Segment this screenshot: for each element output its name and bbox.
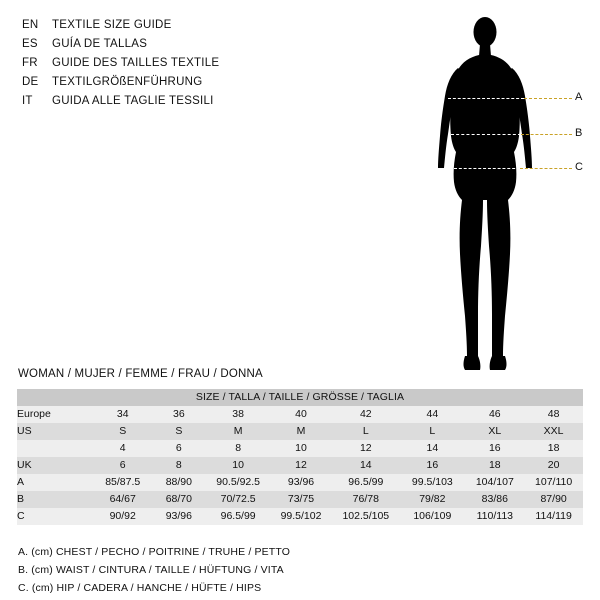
cell: 96.5/99 [332,474,399,491]
cell: XL [465,423,524,440]
cell: 79/82 [399,491,465,508]
cell: 36 [151,406,207,423]
row-label-c: C [17,508,94,525]
cell: 76/78 [332,491,399,508]
cell: 87/90 [524,491,583,508]
table-row [17,491,583,508]
cell: 42 [332,406,399,423]
table-row [17,423,583,440]
language-code-es: ES [22,38,38,50]
cell: 99.5/102 [270,508,333,525]
language-row-es [22,35,322,54]
cell: 44 [399,406,465,423]
body-silhouette-icon [420,10,590,380]
note-waist: B. (cm) WAIST / CINTURA / TAILLE / HÜFTUNG / VITA [18,564,284,576]
cell: 34 [94,406,151,423]
cell: 88/90 [151,474,207,491]
language-text-it: GUIDA ALLE TAGLIE TESSILI [52,95,214,107]
cell: 107/110 [524,474,583,491]
cell: 10 [207,457,270,474]
cell: 64/67 [94,491,151,508]
cell: L [332,423,399,440]
chest-measure-line-body [448,98,524,99]
language-row-en [22,16,322,35]
waist-measure-label: B [575,127,583,139]
cell: 18 [465,457,524,474]
table-row [17,508,583,525]
cell: 16 [399,457,465,474]
hip-measure-line-body [454,168,520,169]
cell: 6 [94,457,151,474]
cell: 110/113 [465,508,524,525]
language-code-de: DE [22,76,39,88]
cell: 68/70 [151,491,207,508]
language-text-de: TEXTILGRÖßENFÜHRUNG [52,76,203,88]
cell: M [207,423,270,440]
cell: 14 [332,457,399,474]
cell: 83/86 [465,491,524,508]
table-header-label: SIZE / TALLA / TAILLE / GRÖSSE / TAGLIA [17,389,583,406]
cell: 12 [332,440,399,457]
cell: 46 [465,406,524,423]
cell: 106/109 [399,508,465,525]
cell: 4 [94,440,151,457]
cell: 93/96 [270,474,333,491]
chest-measure-line-lead [524,98,572,99]
row-label-a: A [17,474,94,491]
cell: 90.5/92.5 [207,474,270,491]
waist-measure-line-body [451,134,521,135]
cell: 96.5/99 [207,508,270,525]
language-code-fr: FR [22,57,38,69]
language-row-it [22,92,322,111]
cell: 70/72.5 [207,491,270,508]
table-row [17,440,583,457]
cell: 73/75 [270,491,333,508]
chest-measure-label: A [575,91,583,103]
cell: 90/92 [94,508,151,525]
table-row [17,457,583,474]
language-text-fr: GUIDE DES TAILLES TEXTILE [52,57,220,69]
cell: 102.5/105 [332,508,399,525]
language-row-fr [22,54,322,73]
language-code-en: EN [22,19,39,31]
language-row-de [22,73,322,92]
cell: 99.5/103 [399,474,465,491]
row-label-europe: Europe [17,406,94,423]
cell: 48 [524,406,583,423]
cell: 114/119 [524,508,583,525]
cell: M [270,423,333,440]
language-code-it: IT [22,95,33,107]
cell: S [151,423,207,440]
table-header-row [17,389,583,406]
hip-measure-label: C [575,161,583,173]
row-label-uk: UK [17,457,94,474]
cell: 93/96 [151,508,207,525]
row-label-us: US [17,423,94,440]
table-row [17,474,583,491]
cell: XXL [524,423,583,440]
cell: 10 [270,440,333,457]
cell: 20 [524,457,583,474]
row-label-b: B [17,491,94,508]
note-chest: A. (cm) CHEST / PECHO / POITRINE / TRUHE / PETTO [18,546,291,558]
row-label-us-numeric [17,440,94,457]
waist-measure-line-lead [521,134,572,135]
group-title: WOMAN / MUJER / FEMME / FRAU / DONNA [18,368,263,380]
hip-measure-line-lead [520,168,572,169]
cell: 8 [151,457,207,474]
language-text-es: GUÍA DE TALLAS [52,38,148,50]
cell: 12 [270,457,333,474]
note-hip: C. (cm) HIP / CADERA / HANCHE / HÜFTE / HIPS [18,582,262,594]
female-body-figure [420,10,590,380]
cell: S [94,423,151,440]
language-title-block [22,16,322,111]
cell: L [399,423,465,440]
cell: 18 [524,440,583,457]
cell: 16 [465,440,524,457]
cell: 38 [207,406,270,423]
cell: 85/87.5 [94,474,151,491]
cell: 40 [270,406,333,423]
cell: 8 [207,440,270,457]
table-row [17,406,583,423]
language-text-en: TEXTILE SIZE GUIDE [52,19,172,31]
size-table [17,389,583,525]
cell: 14 [399,440,465,457]
cell: 104/107 [465,474,524,491]
cell: 6 [151,440,207,457]
measurement-notes [18,543,578,597]
